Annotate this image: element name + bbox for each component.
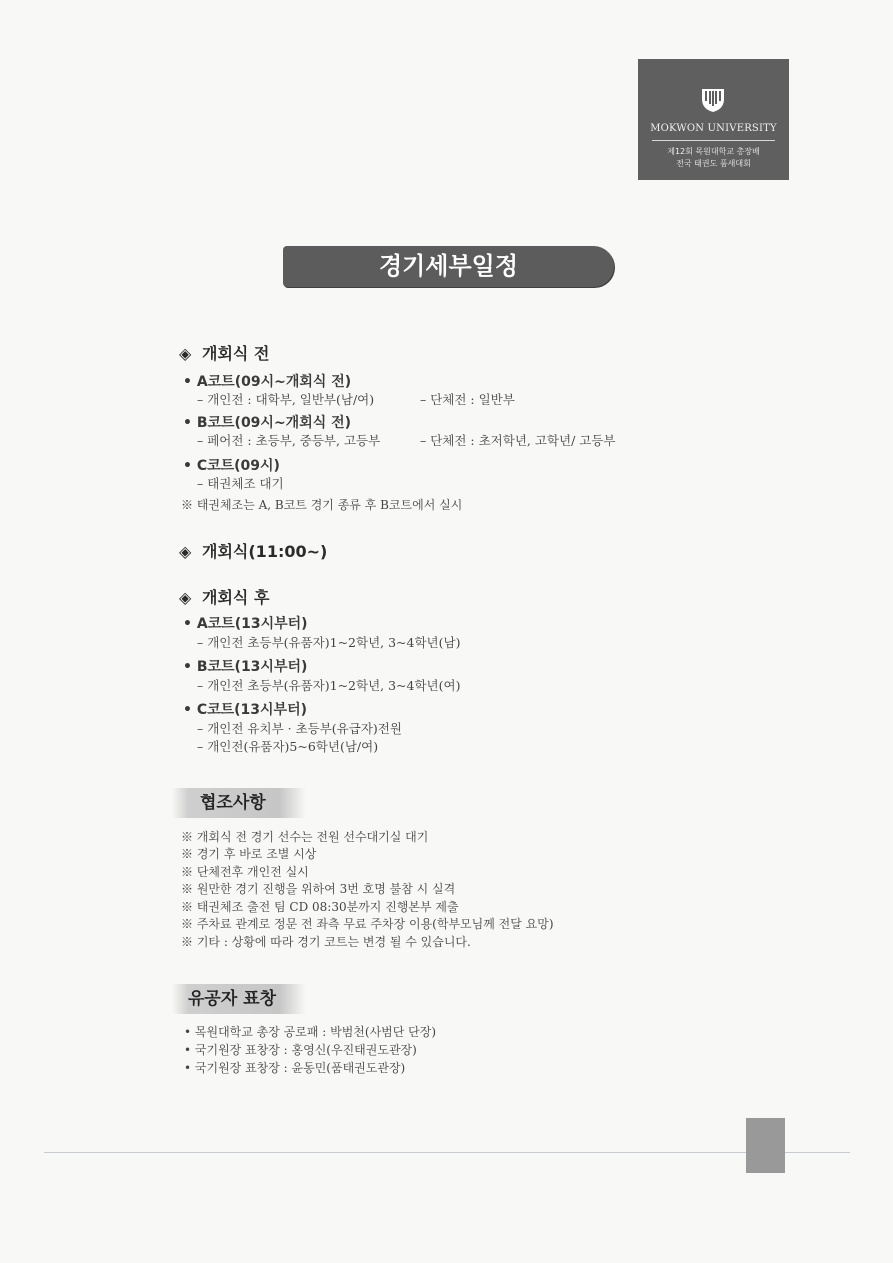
section-heading-after-opening [179,585,269,608]
section-heading-text: 개회식 전 [202,344,270,363]
cooperation-note: ※ 원만한 경기 진행을 위하여 3번 호명 불참 시 실격 [181,882,456,896]
award-item: • 목원대학교 총장 공로패 : 박범천(사범단 단장) [184,1025,437,1039]
awards-heading: 유공자 표창 [172,984,306,1014]
university-name: MOKWON UNIVERSITY [650,123,777,134]
section-heading-text: 개회식 후 [202,588,270,607]
cooperation-note: ※ 단체전후 개인전 실시 [181,865,309,879]
court-a-afternoon-line-1: – 개인전 초등부(유품자)1~2학년, 3~4학년(남) [197,635,461,650]
diamond-marker-icon: ◈ [179,344,192,363]
badge-divider [652,140,775,141]
court-a-line-2: – 단체전 : 일반부 [420,392,515,407]
court-c-afternoon-title: • C코트(13시부터) [183,702,307,718]
diamond-marker-icon: ◈ [179,588,192,607]
court-c-afternoon-line-2: – 개인전(유품자)5~6학년(남/여) [197,739,379,754]
cooperation-note: ※ 태권체조 출전 팀 CD 08:30분까지 진행본부 제출 [181,900,459,914]
court-c-title: • C코트(09시) [183,458,280,474]
university-logo-icon [699,85,727,113]
award-item: • 국기원장 표창장 : 홍영신(우진태권도관장) [184,1043,417,1057]
badge-event-line-1: 제12회 목원대학교 총장배 [667,147,760,156]
court-a-afternoon-title: • A코트(13시부터) [183,616,308,632]
court-a-title: • A코트(09시~개회식 전) [183,374,352,390]
footer-divider [44,1152,850,1153]
cooperation-note: ※ 개회식 전 경기 선수는 전원 선수대기실 대기 [181,830,429,844]
section-heading-text: 개회식(11:00~) [202,542,328,561]
page-marker-block [746,1118,785,1173]
event-badge [638,59,789,180]
award-item: • 국기원장 표창장 : 윤동민(품태권도관장) [184,1061,406,1075]
cooperation-note: ※ 주차료 관계로 정문 전 좌측 무료 주차장 이용(학부모님께 전달 요망) [181,917,554,931]
court-b-title: • B코트(09시~개회식 전) [183,415,352,431]
court-c-afternoon-line-1: – 개인전 유치부 · 초등부(유급자)전원 [197,721,402,736]
court-a-line-1: – 개인전 : 대학부, 일반부(남/여) [197,392,375,407]
cooperation-note: ※ 경기 후 바로 조별 시상 [181,847,317,861]
court-b-line-1: – 페어전 : 초등부, 중등부, 고등부 [197,433,381,448]
court-b-line-2: – 단체전 : 초저학년, 고학년/ 고등부 [420,433,616,448]
section-heading-opening [179,539,327,562]
court-b-afternoon-line-1: – 개인전 초등부(유품자)1~2학년, 3~4학년(여) [197,678,461,693]
diamond-marker-icon: ◈ [179,542,192,561]
court-c-line-1: – 태권체조 대기 [197,476,284,491]
page-title: 경기세부일정 [283,246,614,287]
cooperation-heading: 협조사항 [172,788,306,818]
section1-note: ※ 태권체조는 A, B코트 경기 종류 후 B코트에서 실시 [181,498,463,512]
section-heading-before-opening [179,341,269,364]
cooperation-note: ※ 기타 : 상황에 따라 경기 코트는 변경 될 수 있습니다. [181,935,471,949]
court-b-afternoon-title: • B코트(13시부터) [183,659,308,675]
badge-event-line-2: 전국 태권도 품새대회 [676,159,751,168]
